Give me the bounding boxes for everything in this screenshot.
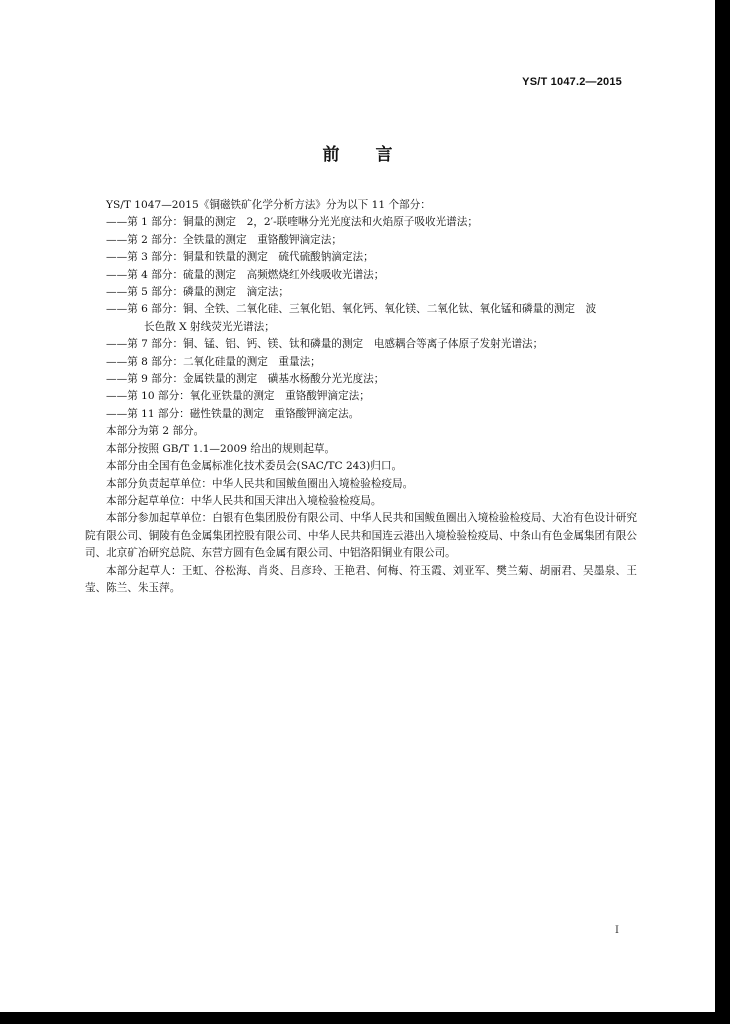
part-9: ——第 9 部分：金属铁量的测定 磺基水杨酸分光光度法； <box>106 373 385 386</box>
standard-number: YS/T 1047.2—2015 <box>522 76 622 88</box>
paragraph-committee: 本部分由全国有色金属标准化技术委员会(SAC/TC 243)归口。 <box>106 460 403 473</box>
page-number: I <box>615 925 619 936</box>
paragraph-drafting-unit: 本部分起草单位：中华人民共和国天津出入境检验检疫局。 <box>106 494 382 507</box>
part-8: ——第 8 部分：二氧化硅量的测定 重量法； <box>106 355 321 368</box>
parts-list <box>85 214 637 423</box>
list-item <box>85 232 637 249</box>
part-2: ——第 2 部分：全铁量的测定 重铬酸钾滴定法； <box>106 233 342 246</box>
list-item <box>85 371 637 388</box>
list-item <box>85 406 637 423</box>
part-4: ——第 4 部分：硫量的测定 高频燃烧红外线吸收光谱法； <box>106 268 385 281</box>
part-6: ——第 6 部分：铜、全铁、二氧化硅、三氧化铝、氧化钙、氧化镁、二氧化钛、氧化锰和磷量的测定 波 <box>106 303 597 316</box>
part-1: ——第 1 部分：铜量的测定 2，2′-联喹啉分光光度法和火焰原子吸收光谱法； <box>106 216 478 229</box>
list-item <box>85 214 637 231</box>
foreword-body <box>85 197 637 597</box>
list-item <box>85 336 637 353</box>
paragraph-drafters: 本部分起草人：王虹、谷松海、肖炎、吕彦玲、王艳君、何梅、符玉霞、刘亚军、樊兰菊、胡丽君、吴墨泉、王莹、陈兰、朱玉萍。 <box>85 564 637 594</box>
list-item <box>85 284 637 301</box>
paragraph-drafting-rules: 本部分按照 GB/T 1.1—2009 给出的规则起草。 <box>106 442 336 455</box>
list-item <box>85 301 637 336</box>
intro-paragraph: YS/T 1047—2015《铜磁铁矿化学分析方法》分为以下 11 个部分： <box>106 199 431 211</box>
part-6-continuation: 长色散 X 射线荧光光谱法； <box>144 320 275 333</box>
list-item <box>85 354 637 371</box>
part-7: ——第 7 部分：铜、锰、铝、钙、镁、钛和磷量的测定 电感耦合等离子体原子发射光谱法； <box>106 338 544 351</box>
paragraph-participating-units: 本部分参加起草单位：白银有色集团股份有限公司、中华人民共和国鲅鱼圈出入境检验检疫局、大冶有色设计研究院有限公司、铜陵有色金属集团控股有限公司、中华人民共和国连云港出入境检验检疫局、中条山有色金属集团有限公司、北京矿冶研究总院、东营方圆有色金属有限公司、中铝洛阳铜业有限公司。 <box>85 512 637 560</box>
part-10: ——第 10 部分：氧化亚铁量的测定 重铬酸钾滴定法； <box>106 390 370 403</box>
part-5: ——第 5 部分：磷量的测定 滴定法； <box>106 286 289 299</box>
paragraph-part-number: 本部分为第 2 部分。 <box>106 425 205 438</box>
list-item <box>85 388 637 405</box>
page-title: 前言 <box>322 145 429 165</box>
paragraph-responsible-unit: 本部分负责起草单位：中华人民共和国鲅鱼圈出入境检验检疫局。 <box>106 477 414 490</box>
list-item <box>85 267 637 284</box>
list-item <box>85 249 637 266</box>
part-3: ——第 3 部分：铜量和铁量的测定 硫代硫酸钠滴定法； <box>106 251 374 264</box>
part-11: ——第 11 部分：磁性铁量的测定 重铬酸钾滴定法。 <box>106 407 360 420</box>
